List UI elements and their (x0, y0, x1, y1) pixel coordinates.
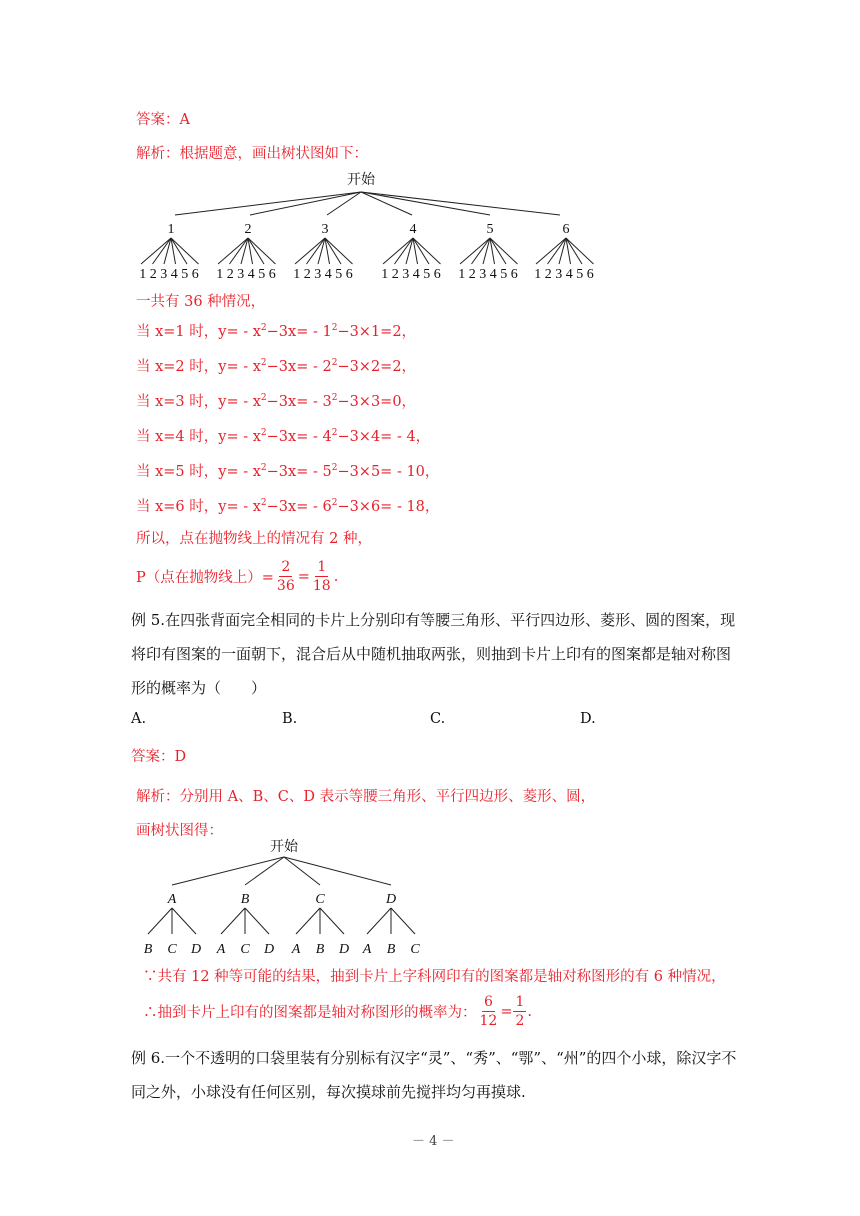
case-exponent: 2 (260, 393, 267, 403)
tree-2-branch-line (172, 857, 284, 885)
case-post: −3×4= - 4， (337, 429, 431, 445)
case-exponent: 2 (260, 498, 267, 508)
tree-2-leaf-label: C (240, 942, 250, 957)
tree-1-branch-label: 3 (321, 222, 329, 237)
case-pre: 当 x=2 时，y= - x (136, 359, 261, 375)
tree-1-leaf-line (383, 238, 413, 264)
prob-1-den2: 18 (312, 578, 331, 594)
tree-2-root: 开始 (270, 840, 298, 855)
tree-1-branch-line (361, 192, 490, 215)
prob-2-den1: 12 (479, 1013, 498, 1029)
case-exponent: 2 (260, 428, 267, 438)
tree-2-leaf-label: A (216, 942, 226, 957)
tree-1-leaf-line (318, 238, 325, 264)
option-a: A. (131, 711, 147, 727)
tree-1-leaf-line (536, 238, 566, 264)
answer-1: 答案：A (136, 112, 190, 128)
prob-1-end: . (333, 568, 339, 585)
case-post: −3×2=2， (337, 359, 417, 375)
tree-2-leaf-line (296, 908, 320, 934)
case-exponent: 2 (260, 463, 267, 473)
case-mid: −3x= - 3 (266, 394, 332, 410)
case-exponent: 2 (331, 323, 338, 333)
probability-2 (143, 993, 532, 1030)
tree-2-leaf-label: A (291, 942, 301, 957)
prob-1-den1: 36 (276, 578, 295, 594)
tree-1-leaf-line (559, 238, 566, 264)
tree-2-leaf-line (367, 908, 391, 934)
tree-2-leaf-line (172, 908, 196, 934)
case-line (136, 355, 416, 376)
tree-1-branch-line (361, 192, 560, 215)
tree-1-leaf-line (295, 238, 325, 264)
result-2: ∵共有 12 种等可能的结果，抽到卡片上字科网印有的图案都是轴对称图形的有 6 种情况， (143, 969, 726, 985)
example-5-line2: 将印有图案的一面朝下，混合后从中随机抽取两张，则抽到卡片上印有的图案都是轴对称图 (131, 645, 732, 663)
tree-2-leaf-label: A (362, 942, 372, 957)
prob-1-num1: 2 (281, 559, 291, 575)
analysis-2a: 解析：分别用 A、B、C、D 表示等腰三角形、平行四边形、菱形、圆， (136, 789, 596, 805)
tree-2-leaf-line (221, 908, 245, 934)
tree-1-leaf-line (483, 238, 490, 264)
example-5-line1: 例 5.在四张背面完全相同的卡片上分别印有等腰三角形、平行四边形、菱形、圆的图案，现 (131, 611, 736, 629)
case-post: −3×5= - 10， (337, 464, 440, 480)
case-pre: 当 x=1 时，y= - x (136, 324, 261, 340)
tree-2-branch-label: D (385, 892, 397, 907)
case-mid: −3x= - 1 (266, 324, 332, 340)
tree-1-leaf-line (164, 238, 171, 264)
tree-1-leaf-labels: 1 2 3 4 5 6 (534, 267, 594, 282)
option-d: D. (580, 711, 596, 727)
prob-2-den2: 2 (515, 1013, 525, 1029)
tree-2-leaf-line (245, 908, 269, 934)
tree-1-branch-label: 5 (486, 222, 494, 237)
example-6-line2: 同之外，小球没有任何区别，每次摸球前先搅拌均匀再摸球. (131, 1083, 526, 1101)
tree-1-leaf-line (218, 238, 248, 264)
case-mid: −3x= - 2 (266, 359, 332, 375)
tree-1-branch-label: 6 (562, 222, 570, 237)
tree-2-leaf-label: C (167, 942, 177, 957)
case-mid: −3x= - 5 (266, 464, 332, 480)
tree-2-leaf-label: B (143, 942, 153, 957)
tree-2-leaf-label: D (263, 942, 275, 957)
case-mid: −3x= - 4 (266, 429, 332, 445)
case-post: −3×3=0， (337, 394, 417, 410)
tree-1-leaf-labels: 1 2 3 4 5 6 (139, 267, 199, 282)
case-line (136, 495, 439, 516)
tree-2-leaf-label: D (190, 942, 202, 957)
example-5-line3: 形的概率为（ ） (131, 679, 267, 697)
case-exponent: 2 (331, 358, 338, 368)
case-exponent: 2 (260, 358, 267, 368)
prob-2-end: . (527, 1003, 533, 1020)
tree-1-leaf-line (460, 238, 490, 264)
answer-2: 答案：D (131, 749, 187, 765)
analysis-2b: 画树状图得： (136, 823, 223, 839)
tree-2-leaf-label: B (386, 942, 396, 957)
case-line (136, 390, 416, 411)
case-pre: 当 x=5 时，y= - x (136, 464, 261, 480)
prob-2-eq: = (500, 1003, 513, 1020)
tree-1-branch-label: 4 (409, 222, 417, 237)
case-pre: 当 x=4 时，y= - x (136, 429, 261, 445)
case-post: −3×1=2， (337, 324, 417, 340)
case-post: −3×6= - 18， (337, 499, 440, 515)
tree-1-leaf-labels: 1 2 3 4 5 6 (381, 267, 441, 282)
case-exponent: 2 (260, 323, 267, 333)
tree-2-branch-label: A (167, 892, 177, 907)
case-exponent: 2 (331, 463, 338, 473)
prob-1-eq: = (297, 568, 310, 585)
analysis-1: 解析：根据题意，画出树状图如下： (136, 146, 368, 162)
option-b: B. (282, 711, 298, 727)
tree-2-leaf-line (391, 908, 415, 934)
option-c: C. (430, 711, 446, 727)
tree-2-leaf-label: D (338, 942, 350, 957)
conclusion-1: 所以，点在抛物线上的情况有 2 种， (136, 531, 372, 547)
tree-2-branch-label: C (315, 892, 325, 907)
page-number: － 4 － (412, 1134, 455, 1149)
tree-1-leaf-labels: 1 2 3 4 5 6 (458, 267, 518, 282)
total-cases: 一共有 36 种情况， (136, 294, 266, 310)
example-6-line1: 例 6.一个不透明的口袋里装有分别标有汉字“灵”、“秀”、“鄂”、“州”的四个小球，除汉字不 (131, 1049, 737, 1067)
tree-1-leaf-line (241, 238, 248, 264)
case-exponent: 2 (331, 498, 338, 508)
tree-1-branch-label: 2 (244, 222, 252, 237)
case-exponent: 2 (331, 393, 338, 403)
tree-2-leaf-line (320, 908, 344, 934)
case-mid: −3x= - 6 (266, 499, 332, 515)
tree-1-branch-label: 1 (167, 222, 175, 237)
tree-1-leaf-line (406, 238, 413, 264)
tree-1-leaf-labels: 1 2 3 4 5 6 (216, 267, 276, 282)
tree-1-leaf-labels: 1 2 3 4 5 6 (293, 267, 353, 282)
tree-2-leaf-label: C (410, 942, 420, 957)
prob-2-num1: 6 (483, 994, 493, 1010)
case-line (136, 460, 439, 481)
case-pre: 当 x=3 时，y= - x (136, 394, 261, 410)
prob-2-label: ∴抽到卡片上印有的图案都是轴对称图形的概率为： (143, 1005, 477, 1021)
case-exponent: 2 (331, 428, 338, 438)
tree-1-root: 开始 (347, 173, 375, 188)
tree-2-branch-line (284, 857, 391, 885)
prob-1-label: P（点在抛物线上）= (136, 570, 274, 586)
case-line (136, 320, 416, 341)
case-pre: 当 x=6 时，y= - x (136, 499, 261, 515)
probability-1 (136, 558, 338, 595)
tree-2-leaf-line (148, 908, 172, 934)
case-line (136, 425, 430, 446)
prob-1-num2: 1 (317, 559, 327, 575)
prob-2-num2: 1 (515, 994, 525, 1010)
tree-2-branch-label: B (240, 892, 250, 907)
tree-2-leaf-label: B (315, 942, 325, 957)
tree-2-branch-line (245, 857, 284, 885)
tree-1-leaf-line (141, 238, 171, 264)
